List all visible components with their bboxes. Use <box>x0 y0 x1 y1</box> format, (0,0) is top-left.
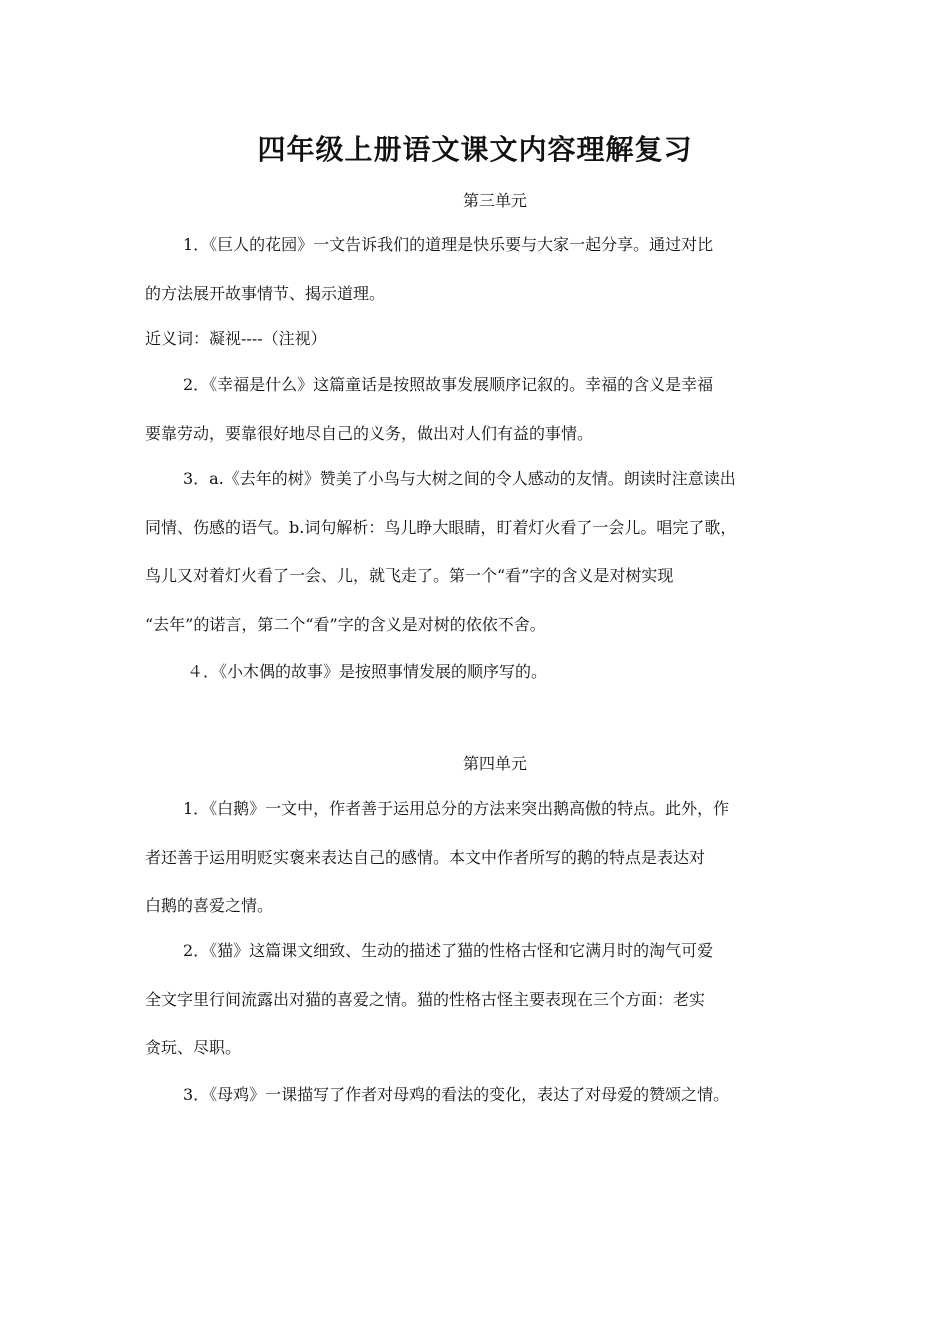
paragraph-line: ４．《小木偶的故事》是按照事情发展的顺序写的。 <box>187 662 548 681</box>
paragraph-line: 同情、伤感的语气。b.词句解析：鸟儿睁大眼睛，盯着灯火看了一会儿。唱完了歌， <box>145 517 737 537</box>
paragraph-line: 2．《幸福是什么》这篇童话是按照故事发展顺序记叙的。幸福的含义是幸福 <box>183 375 714 394</box>
unit3-paragraph-4 <box>145 648 807 697</box>
paragraph-line: 的方法展开故事情节、揭示道理。 <box>145 283 386 303</box>
paragraph-line: 2．《猫》这篇课文细致、生动的描述了猫的性格古怪和它满月时的淘气可爱 <box>183 941 714 960</box>
unit4-heading: 第四单元 <box>462 754 527 773</box>
paragraph-line: 者还善于运用明贬实褒来表达自己的感情。本文中作者所写的鹅的特点是表达对 <box>145 847 706 867</box>
unit3-paragraph-1 <box>145 221 807 318</box>
unit3-paragraph-3 <box>145 455 807 649</box>
paragraph-line: 1．《巨人的花园》一文告诉我们的道理是快乐要与大家一起分享。通过对比 <box>183 235 714 254</box>
paragraph-line: 全文字里行间流露出对猫的喜爱之情。猫的性格古怪主要表现在三个方面：老实 <box>145 989 706 1009</box>
paragraph-line: 要靠劳动，要靠很好地尽自己的义务，做出对人们有益的事情。 <box>145 423 594 443</box>
paragraph-line: 1．《白鹅》一文中，作者善于运用总分的方法来突出鹅高傲的特点。此外，作 <box>183 799 730 818</box>
paragraph-line: 3．《母鸡》一课描写了作者对母鸡的看法的变化，表达了对母爱的赞颂之情。 <box>183 1085 730 1104</box>
unit3-paragraph-2 <box>145 361 807 458</box>
paragraph-line: “去年”的诺言，第二个“看”字的含义是对树的依依不舍。 <box>145 614 546 634</box>
synonym-line: 近义词：凝视----（注视） <box>145 329 327 348</box>
paragraph-line: 贪玩、尽职。 <box>145 1038 242 1057</box>
unit4-paragraph-3 <box>145 1071 807 1120</box>
unit4-paragraph-2 <box>145 927 807 1073</box>
unit3-heading: 第三单元 <box>462 191 527 210</box>
paragraph-line: 3．a.《去年的树》赞美了小鸟与大树之间的令人感动的友情。朗读时注意读出 <box>183 469 736 488</box>
unit3-synonym <box>145 324 807 354</box>
document-title: 四年级上册语文课文内容理解复习 <box>257 133 693 166</box>
paragraph-line: 白鹅的喜爱之情。 <box>145 896 274 915</box>
unit4-paragraph-1 <box>145 785 807 931</box>
paragraph-line: 鸟儿又对着灯火看了一会、儿，就飞走了。第一个“看”字的含义是对树实现 <box>145 566 674 585</box>
